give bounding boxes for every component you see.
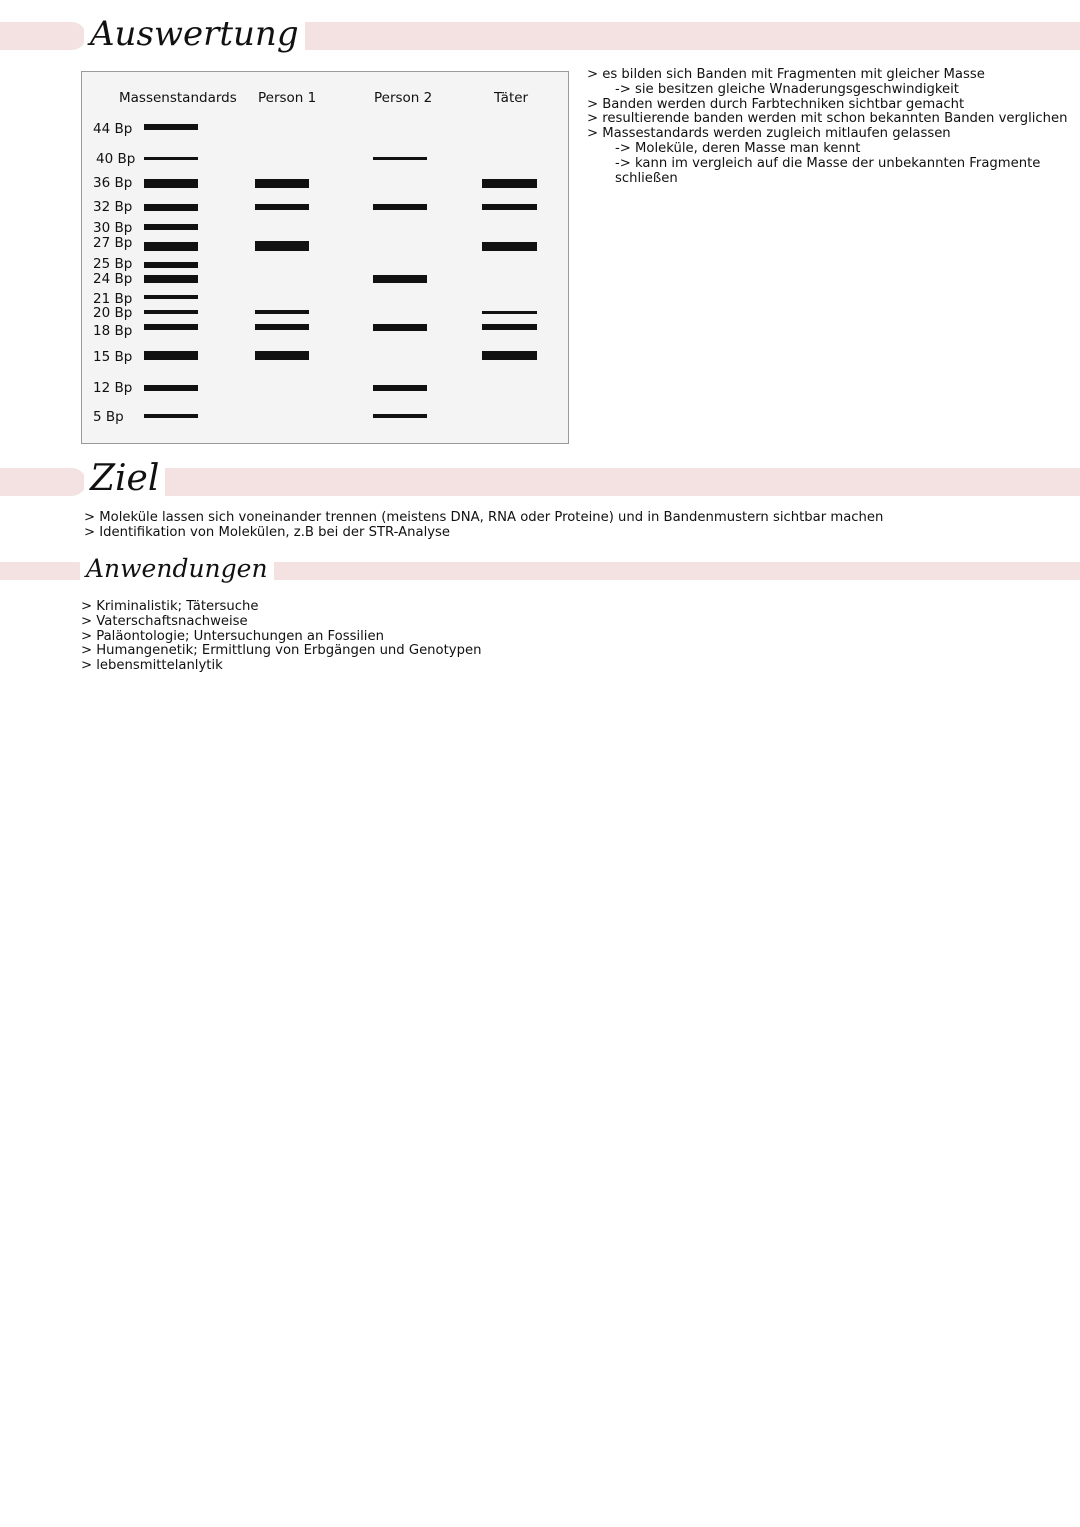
gel-band	[144, 224, 198, 230]
gel-band	[144, 310, 198, 314]
bullet-item: > Kriminalistik; Tätersuche	[81, 599, 259, 614]
bullet-item: > Humangenetik; Ermittlung von Erbgängen und Genotypen	[81, 643, 482, 659]
gel-band	[144, 351, 198, 360]
gel-band	[482, 179, 537, 188]
lane-title-person-1: Person 1	[258, 90, 317, 106]
auswertung-bullets	[587, 68, 1067, 186]
anwendungen-bullets	[81, 600, 481, 674]
gel-band	[144, 262, 198, 268]
gel-band	[373, 385, 427, 391]
gel-band	[255, 204, 309, 210]
gel-band	[255, 324, 309, 330]
bp-label: 20 Bp	[93, 305, 133, 321]
gel-band	[255, 351, 309, 360]
section-title-anwendungen: Anwendungen	[80, 554, 274, 583]
gel-band	[255, 241, 309, 251]
bp-label: 27 Bp	[93, 235, 133, 251]
bullet-item: > Banden werden durch Farbtechniken sichtbar gemacht	[587, 96, 965, 112]
section-title-auswertung: Auswertung	[84, 14, 305, 54]
bullet-item: > Massestandards werden zugleich mitlaufen gelassen	[587, 126, 951, 142]
header-bar-right	[152, 468, 1080, 496]
bp-label: 30 Bp	[93, 220, 133, 236]
gel-band	[144, 295, 198, 299]
bp-label: 32 Bp	[93, 199, 133, 215]
header-bar-left	[0, 22, 86, 50]
lane-title-person-2: Person 2	[374, 90, 433, 106]
gel-band	[255, 310, 309, 314]
bullet-item: > resultierende banden werden mit schon bekannten Banden verglichen	[587, 111, 1068, 127]
bullet-item: -> Moleküle, deren Masse man kennt	[615, 140, 861, 156]
bp-label: 25 Bp	[93, 256, 133, 272]
bullet-item: > Vaterschaftsnachweise	[81, 613, 248, 629]
header-bar-left	[0, 468, 86, 496]
gel-electrophoresis-figure	[81, 71, 569, 444]
bullet-item: > Identifikation von Molekülen, z.B bei der STR-Analyse	[84, 524, 451, 540]
ziel-bullets	[84, 511, 883, 541]
gel-band	[482, 351, 537, 360]
bullet-item: > lebensmittelanlytik	[81, 658, 223, 674]
gel-band	[482, 204, 537, 210]
bullet-item: > Paläontologie; Untersuchungen an Fossilien	[81, 628, 384, 644]
header-bar-right	[262, 22, 1080, 50]
bp-label: 12 Bp	[93, 380, 133, 396]
bp-label: 36 Bp	[93, 175, 133, 191]
gel-band	[144, 385, 198, 391]
bp-label: 40 Bp	[96, 151, 136, 167]
bullet-item: schließen	[615, 170, 678, 186]
header-bar-left	[0, 562, 86, 580]
gel-band	[373, 414, 427, 418]
gel-band	[144, 324, 198, 330]
gel-band	[482, 242, 537, 251]
gel-band	[373, 275, 427, 283]
header-bar-right	[252, 562, 1080, 580]
gel-band	[482, 324, 537, 330]
gel-band	[373, 157, 427, 160]
bp-label: 15 Bp	[93, 349, 133, 365]
gel-band	[144, 204, 198, 211]
bullet-item: > es bilden sich Banden mit Fragmenten mit gleicher Masse	[587, 67, 985, 82]
section-title-ziel: Ziel	[84, 458, 165, 499]
gel-band	[482, 311, 537, 314]
lane-title-taeter: Täter	[494, 90, 529, 106]
bullet-item: -> sie besitzen gleiche Wnaderungsgeschwindigkeit	[615, 81, 959, 97]
gel-band	[255, 179, 309, 188]
bp-label: 21 Bp	[93, 291, 133, 307]
gel-band	[144, 157, 198, 160]
gel-band	[144, 124, 198, 130]
gel-band	[144, 414, 198, 418]
lane-title-massenstandards: Massenstandards	[119, 90, 237, 106]
gel-band	[144, 275, 198, 283]
bp-label: 24 Bp	[93, 271, 133, 287]
gel-band	[144, 242, 198, 251]
bp-label: 18 Bp	[93, 323, 133, 339]
gel-band	[373, 204, 427, 210]
bp-label: 5 Bp	[93, 409, 124, 425]
bullet-item: -> kann im vergleich auf die Masse der unbekannten Fragmente	[615, 155, 1041, 171]
bullet-item: > Moleküle lassen sich voneinander trennen (meistens DNA, RNA oder Proteine) und in Bandenmustern sichtbar machen	[84, 510, 884, 525]
gel-band	[144, 179, 198, 188]
bp-label: 44 Bp	[93, 121, 133, 137]
gel-band	[373, 324, 427, 331]
